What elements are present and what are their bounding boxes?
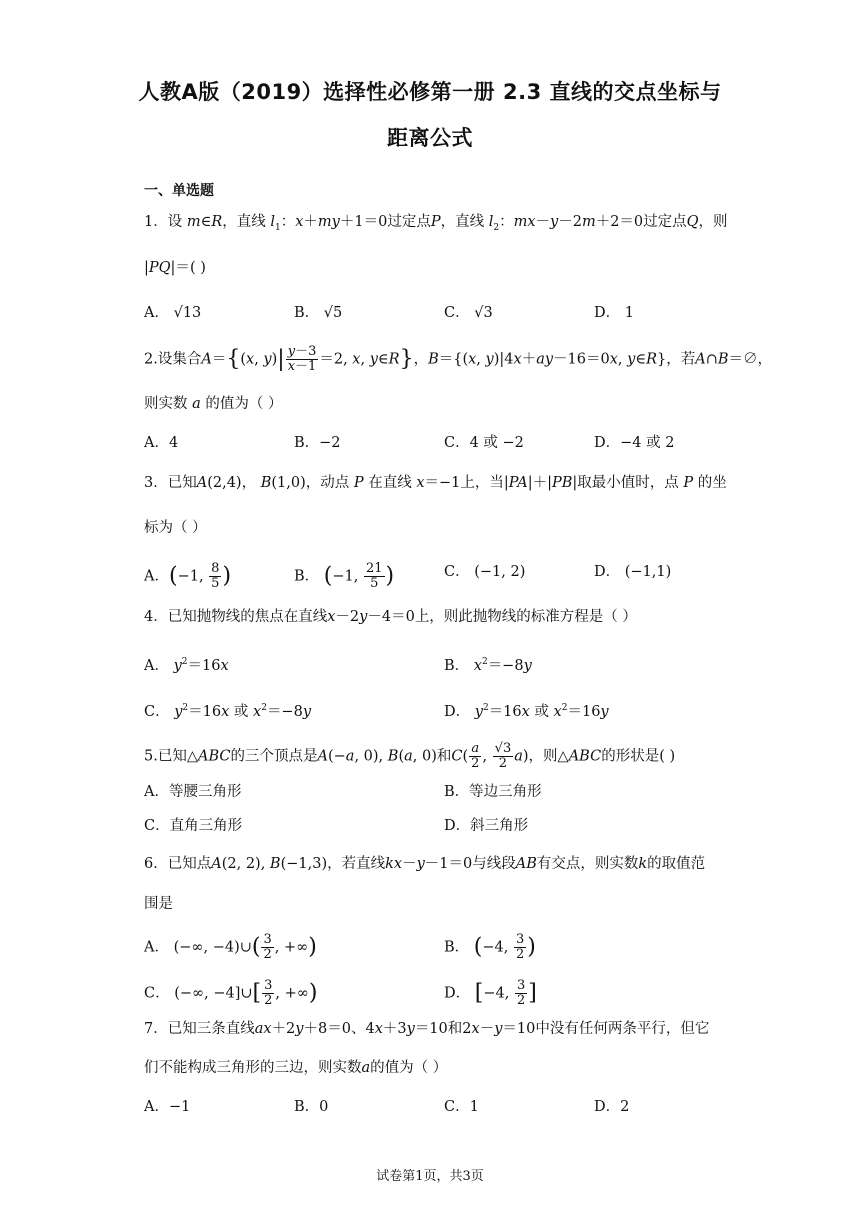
q5-option-c[interactable]: C．直角三角形 (144, 818, 243, 834)
q2-option-c[interactable]: C．4 或 −2 (444, 435, 524, 451)
question-3-stem-2: 标为（ ） (144, 520, 207, 536)
page-title-line2: 距离公式 (387, 126, 473, 150)
q6-option-c[interactable]: C． (−∞, −4]∪[ $\frac{3}{2}$ , +∞) (144, 978, 318, 1008)
q2-option-d[interactable]: D．−4 或 2 (594, 435, 675, 451)
q1-option-b[interactable]: B． √5 (294, 305, 343, 321)
question-1-stem-2: |PQ|＝( ) (144, 260, 206, 276)
question-6-stem: 6．已知点A(2, 2), B(−1,3)，若直线kx－y－1＝0与线段AB有交点，则实数k的取值范 (144, 856, 706, 872)
q6-option-d[interactable]: D． [−4, $\frac{3}{2}$ ] (444, 978, 537, 1008)
question-7-stem: 7．已知三条直线ax＋2y＋8＝0、4x＋3y＝10和2x－y＝10中没有任何两条平行，但它 (144, 1021, 710, 1037)
question-7-stem-2: 们不能构成三角形的三边，则实数a的值为（ ） (144, 1060, 448, 1076)
q4-option-d[interactable]: D． $y^2=16x$ 或 $x^2=16y$ (444, 703, 609, 720)
q7-option-c[interactable]: C．1 (444, 1099, 479, 1115)
q4-option-a[interactable]: A． $y^2=16x$ (144, 657, 229, 674)
q2-option-b[interactable]: B．−2 (294, 435, 341, 451)
q2-option-a[interactable]: A．4 (144, 435, 179, 451)
q3-option-c[interactable]: C． (−1, 2) (444, 564, 526, 580)
q5-option-d[interactable]: D．斜三角形 (444, 818, 529, 834)
question-3-stem: 3．已知A(2,4)， B(1,0)，动点 P 在直线 x＝−1上，当|PA|＋|PB|取最小值时，点 P 的坐 (144, 475, 727, 491)
question-6-stem-2: 围是 (144, 896, 173, 912)
question-1-stem: 1．设 m∈R，直线 $l_1$：x＋my＋1＝0过定点P，直线 $l_2$：mx－y－2m＋2＝0过定点Q，则 (144, 214, 728, 233)
q7-option-b[interactable]: B．0 (294, 1099, 329, 1115)
question-2-stem-2: 则实数 a 的值为（ ） (144, 396, 283, 412)
q5-option-b[interactable]: B．等边三角形 (444, 784, 542, 800)
q3-option-d[interactable]: D． (−1,1) (594, 564, 672, 580)
q4-option-b[interactable]: B． $x^2=-8y$ (444, 657, 532, 674)
section-heading: 一、单选题 (144, 183, 214, 199)
page-title-line1: 人教A版（2019）选择性必修第一册 2.3 直线的交点坐标与 (138, 80, 722, 104)
page-footer: 试卷第1页，共3页 (376, 1169, 484, 1184)
q1-option-a[interactable]: A． √13 (144, 305, 202, 321)
q3-option-b[interactable]: B． (−1, $\frac{21}{5}$ ) (294, 561, 395, 591)
q7-option-a[interactable]: A．−1 (144, 1099, 191, 1115)
q4-option-c[interactable]: C． $y^2=16x$ 或 $x^2=-8y$ (144, 703, 312, 720)
q5-option-a[interactable]: A．等腰三角形 (144, 784, 242, 800)
q1-option-d[interactable]: D． 1 (594, 305, 634, 321)
q3-option-a[interactable]: A．(−1, $\frac{8}{5}$ ) (144, 561, 232, 591)
question-2-stem: 2.设集合A＝{(x, y)| $\frac{y-3}{x-1}$ ＝2, x, y∈R}，B＝{(x, y)|4x＋ay－16＝0x, y∈R}，若A∩B＝∅， (144, 344, 773, 374)
q1-option-c[interactable]: C． √3 (444, 305, 493, 321)
question-4-stem: 4．已知抛物线的焦点在直线x－2y－4＝0上，则此抛物线的标准方程是（ ） (144, 609, 637, 625)
q6-option-b[interactable]: B． (−4, $\frac{3}{2}$ ) (444, 932, 536, 962)
q6-option-a[interactable]: A． (−∞, −4)∪( $\frac{3}{2}$ , +∞) (144, 932, 317, 962)
question-5-stem: 5.已知△ABC的三个顶点是A(−a, 0), B(a, 0)和C( $\frac{a}{2}$ , $\frac{√3}{2}$ a)，则△ABC的形状是( ) (144, 741, 676, 771)
q7-option-d[interactable]: D．2 (594, 1099, 630, 1115)
